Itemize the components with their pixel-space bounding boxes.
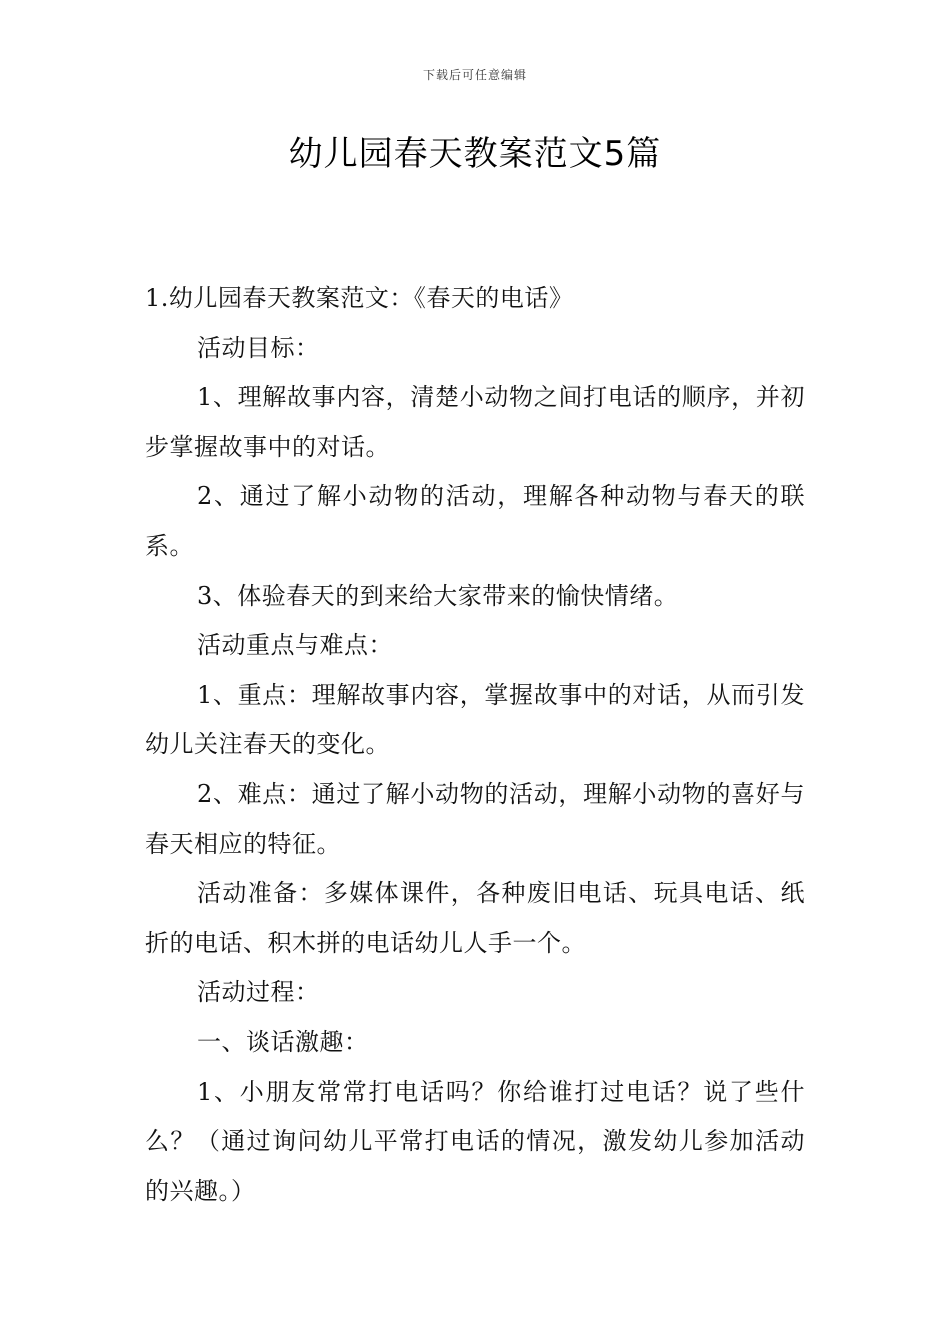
- section-heading: 1.幼儿园春天教案范文：《春天的电话》: [145, 284, 574, 312]
- paragraph: 活动重点与难点：: [197, 631, 393, 660]
- document-body: [145, 274, 805, 1216]
- paragraph: 活动准备：多媒体课件，各种废旧电话、玩具电话、纸折的电话、积木拼的电话幼儿人手一个。: [145, 879, 805, 957]
- paragraph: 2、难点：通过了解小动物的活动，理解小动物的喜好与春天相应的特征。: [145, 779, 805, 858]
- paragraph: 3、体验春天的到来给大家带来的愉快情绪。: [197, 581, 679, 610]
- header-note: 下载后可任意编辑: [422, 68, 527, 82]
- paragraph: 1、理解故事内容，清楚小动物之间打电话的顺序，并初步掌握故事中的对话。: [145, 383, 805, 461]
- document-title: 幼儿园春天教案范文5篇: [288, 134, 662, 174]
- paragraph: 1、重点：理解故事内容，掌握故事中的对话，从而引发幼儿关注春天的变化。: [145, 680, 805, 759]
- paragraph: 2、通过了解小动物的活动，理解各种动物与春天的联系。: [145, 482, 805, 560]
- paragraph: 活动过程：: [197, 978, 320, 1007]
- paragraph: 活动目标：: [197, 333, 320, 362]
- paragraph: 1、小朋友常常打电话吗？你给谁打过电话？说了些什么？（通过询问幼儿平常打电话的情况，激发幼儿参加活动的兴趣。）: [145, 1077, 805, 1205]
- paragraph: 一、谈话激趣：: [197, 1027, 369, 1056]
